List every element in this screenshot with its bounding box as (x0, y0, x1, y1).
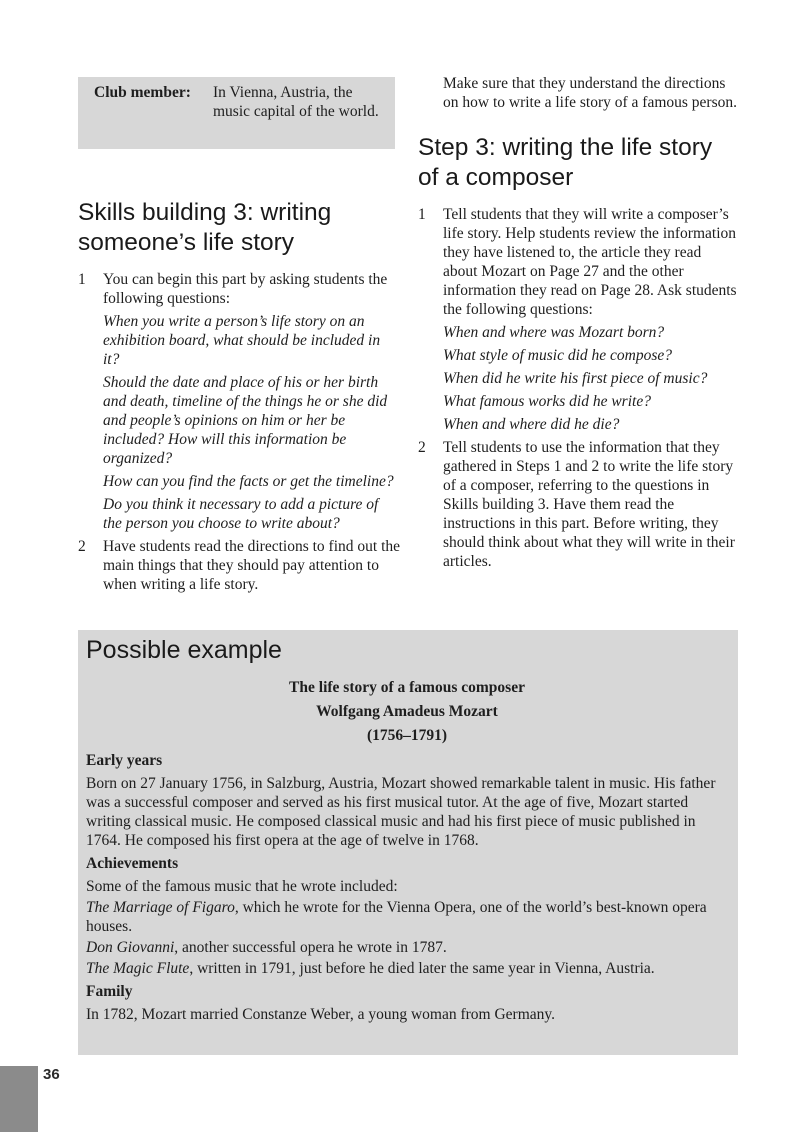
right-column (418, 74, 738, 571)
item-text: You can begin this part by asking students the following questions: (103, 271, 388, 307)
work-description: , another successful opera he wrote in 1787. (174, 939, 447, 956)
question: Do you think it necessary to add a picture of the person you choose to write about? (103, 496, 379, 532)
intro-text: Make sure that they understand the directions on how to write a life story of a famous person. (443, 75, 738, 111)
possible-example-heading: Possible example (86, 636, 282, 664)
work-item (86, 938, 728, 957)
question: When did he write his first piece of music? (443, 370, 708, 387)
club-member-text: In Vienna, Austria, the music capital of the world. (213, 84, 379, 120)
work-title: The Magic Flute (86, 960, 190, 977)
club-member-box (78, 77, 395, 149)
question: When and where was Mozart born? (443, 324, 665, 341)
list-item (418, 438, 738, 571)
work-item (86, 959, 728, 978)
question: When and where did he die? (443, 416, 620, 433)
item-number: 2 (418, 439, 426, 456)
step-3-list (418, 205, 738, 571)
early-years-heading: Early years (86, 752, 163, 769)
question: How can you find the facts or get the timeline? (103, 473, 394, 490)
club-member-label: Club member: (94, 84, 191, 101)
question: When you write a person’s life story on an exhibition board, what should be included in it? (103, 313, 381, 368)
item-text: Tell students that they will write a composer’s life story. Help students review the information they have listened to, the article they read about Mozart on Page 27 and the other information they read on Page 28. Ask students the following questions: (443, 206, 737, 318)
work-description: , which he wrote for the Vienna Opera, one of the world’s best-known opera houses. (86, 899, 707, 935)
left-column (78, 198, 400, 594)
page-number: 36 (43, 1066, 60, 1083)
family-heading: Family (86, 983, 133, 1000)
work-title: The Marriage of Figaro (86, 899, 235, 916)
work-title: Don Giovanni (86, 939, 175, 956)
list-item (78, 270, 400, 533)
list-item (78, 537, 400, 594)
list-item (418, 205, 738, 434)
possible-example-box (78, 630, 738, 1055)
item-text: Tell students to use the information that they gathered in Steps 1 and 2 to write the life story of a composer, referring to the questions in Skills building 3. Have them read the instructions in this part. Before writing, they should think about what they will write in their articles. (443, 439, 735, 570)
item-number: 1 (418, 206, 426, 223)
item-text: Have students read the directions to find out the main things that they should pay attention to when writing a life story. (103, 538, 401, 593)
skills-building-heading: Skills building 3: writing someone’s life story (78, 199, 332, 256)
step-3-heading: Step 3: writing the life story of a composer (418, 134, 713, 191)
item-number: 1 (78, 271, 86, 288)
question: Should the date and place of his or her birth and death, timeline of the things he or she did and people’s opinions on him or her be included? How will this information be organized? (103, 374, 388, 467)
item-number: 2 (78, 538, 86, 555)
achievements-intro: Some of the famous music that he wrote included: (86, 878, 398, 895)
example-years: (1756–1791) (366, 727, 448, 744)
question: What famous works did he write? (443, 393, 651, 410)
early-years-text: Born on 27 January 1756, in Salzburg, Austria, Mozart showed remarkable talent in music. His father was a successful composer and served as his first musical tutor. At the age of five, Mozart started writing classical music. He composed classical music and had his first piece of music published in 1764. He composed his first opera at the age of twelve in 1768. (86, 775, 716, 849)
work-description: , written in 1791, just before he died later the same year in Vienna, Austria. (189, 960, 655, 977)
example-title: The life story of a famous composer (289, 679, 525, 696)
skills-steps-list (78, 270, 400, 594)
family-text: In 1782, Mozart married Constanze Weber, a young woman from Germany. (86, 1006, 556, 1023)
work-item (86, 898, 728, 936)
question: What style of music did he compose? (443, 347, 673, 364)
achievements-heading: Achievements (86, 855, 179, 872)
example-composer-name: Wolfgang Amadeus Mozart (316, 703, 498, 720)
page-tab (0, 1066, 38, 1132)
